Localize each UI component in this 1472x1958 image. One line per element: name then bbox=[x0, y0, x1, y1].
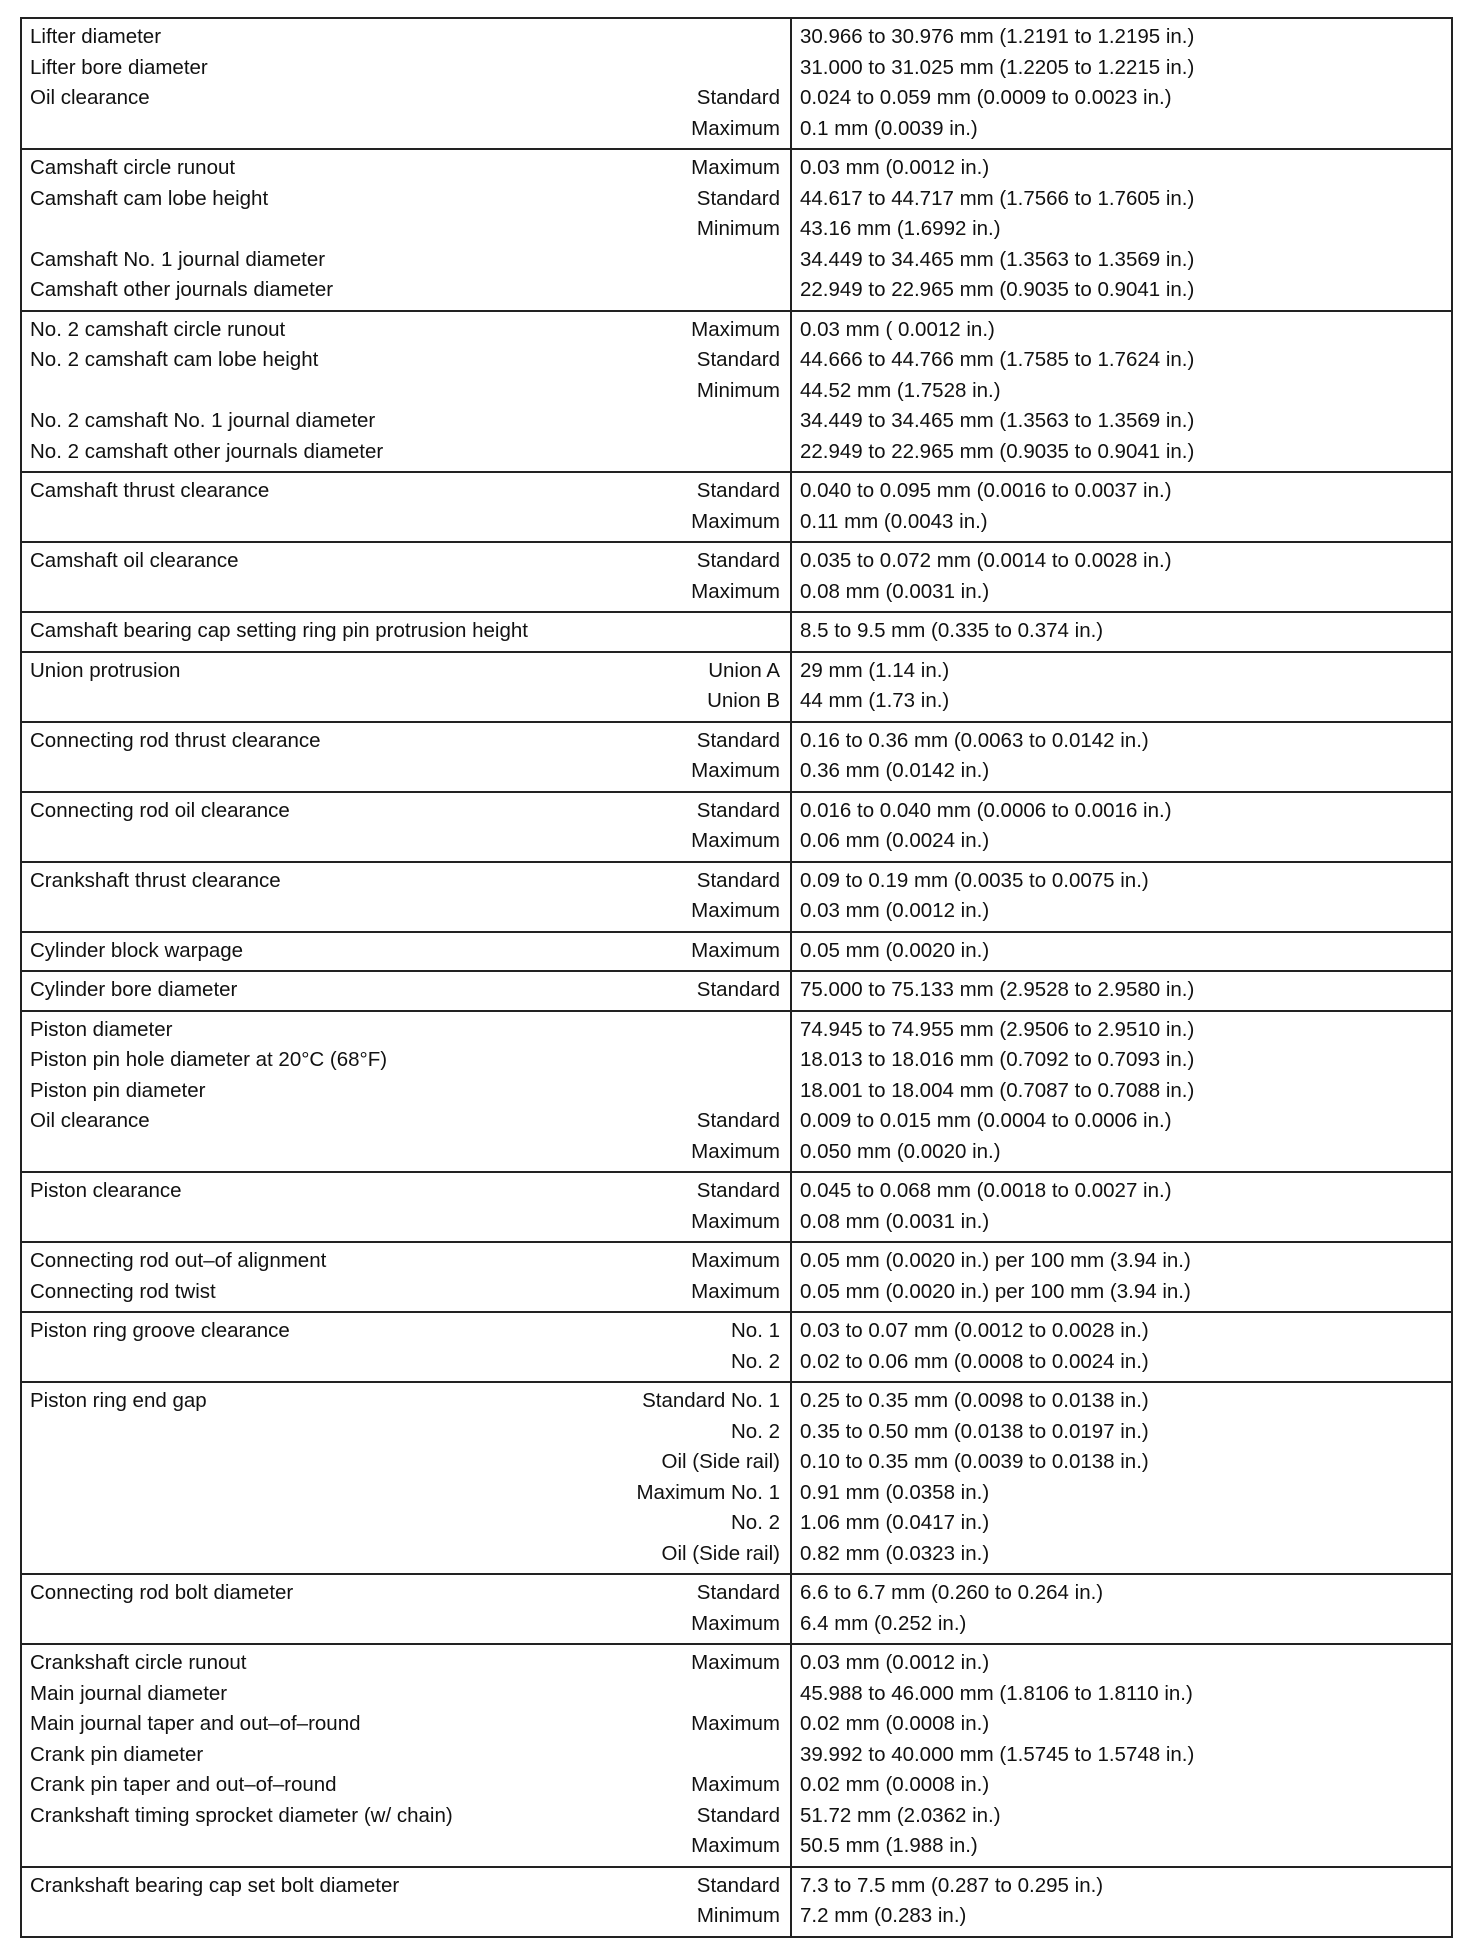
spec-label: Crankshaft bearing cap set bolt diameter bbox=[30, 1873, 400, 1897]
spec-value: 0.02 to 0.06 mm (0.0008 to 0.0024 in.) bbox=[800, 1349, 1149, 1373]
spec-value-cell bbox=[791, 1644, 1452, 1867]
spec-group-row bbox=[21, 652, 1452, 722]
spec-group-row bbox=[21, 971, 1452, 1011]
spec-label: Cylinder block warpage bbox=[30, 938, 244, 962]
spec-line bbox=[30, 1508, 782, 1539]
spec-value: 0.05 mm (0.0020 in.) per 100 mm (3.94 in.) bbox=[800, 1249, 1191, 1272]
spec-line bbox=[30, 507, 782, 538]
spec-line bbox=[30, 1801, 782, 1832]
spec-label: Oil clearance bbox=[30, 86, 150, 109]
spec-value: 22.949 to 22.965 mm (0.9035 to 0.9041 in.) bbox=[800, 278, 1195, 301]
spec-label: Camshaft oil clearance bbox=[30, 549, 239, 572]
spec-group-row bbox=[21, 1242, 1452, 1312]
spec-line bbox=[30, 345, 782, 376]
spec-value: 0.10 to 0.35 mm (0.0039 to 0.0138 in.) bbox=[800, 1450, 1149, 1473]
spec-value: 30.966 to 30.976 mm (1.2191 to 1.2195 in.) bbox=[800, 25, 1195, 48]
spec-group-row bbox=[21, 1644, 1452, 1867]
spec-value: 50.5 mm (1.988 in.) bbox=[800, 1834, 978, 1857]
spec-condition: No. 1 bbox=[731, 1319, 780, 1342]
spec-group-row bbox=[21, 542, 1452, 612]
spec-condition: Maximum bbox=[691, 938, 780, 962]
spec-label: Piston ring groove clearance bbox=[30, 1319, 290, 1342]
spec-condition bbox=[780, 1015, 782, 1046]
spec-line bbox=[30, 1478, 782, 1509]
spec-condition bbox=[780, 53, 782, 84]
spec-item-cell bbox=[21, 1382, 791, 1574]
spec-line bbox=[30, 936, 782, 967]
spec-line bbox=[30, 275, 782, 306]
spec-condition bbox=[780, 406, 782, 437]
spec-value: 45.988 to 46.000 mm (1.8106 to 1.8110 in.) bbox=[800, 1681, 1193, 1705]
spec-line bbox=[30, 1207, 782, 1238]
spec-line bbox=[30, 826, 782, 857]
spec-item-cell bbox=[21, 652, 791, 722]
spec-line bbox=[30, 1316, 782, 1347]
spec-value: 29 mm (1.14 in.) bbox=[800, 658, 950, 682]
spec-item-cell bbox=[21, 1242, 791, 1312]
spec-condition: Maximum No. 1 bbox=[636, 1480, 780, 1504]
spec-group-row bbox=[21, 792, 1452, 862]
spec-line bbox=[30, 1770, 782, 1801]
spec-value: 31.000 to 31.025 mm (1.2205 to 1.2215 in.) bbox=[800, 55, 1195, 79]
spec-label: Crankshaft thrust clearance bbox=[30, 868, 281, 892]
spec-condition: Maximum bbox=[691, 509, 780, 533]
spec-value: 0.02 mm (0.0008 in.) bbox=[800, 1712, 990, 1735]
spec-line bbox=[30, 1076, 782, 1107]
spec-condition: Standard No. 1 bbox=[642, 1389, 780, 1412]
spec-value: 6.6 to 6.7 mm (0.260 to 0.264 in.) bbox=[800, 1581, 1104, 1604]
spec-item-cell bbox=[21, 612, 791, 652]
spec-line bbox=[30, 1679, 782, 1710]
spec-item-cell bbox=[21, 311, 791, 473]
spec-condition: Maximum bbox=[691, 317, 780, 341]
spec-condition: Maximum bbox=[691, 1834, 780, 1857]
spec-line bbox=[30, 1447, 782, 1478]
spec-line bbox=[30, 756, 782, 787]
spec-condition: Minimum bbox=[696, 1904, 780, 1927]
spec-condition bbox=[780, 1045, 782, 1076]
spec-item-cell bbox=[21, 1312, 791, 1382]
spec-value: 18.001 to 18.004 mm (0.7087 to 0.7088 in.) bbox=[800, 1078, 1195, 1102]
spec-value: 0.03 mm (0.0012 in.) bbox=[800, 899, 990, 922]
spec-item-cell bbox=[21, 1574, 791, 1644]
spec-line bbox=[30, 975, 782, 1006]
spec-line bbox=[30, 1831, 782, 1862]
spec-value: 0.03 mm ( 0.0012 in.) bbox=[800, 317, 995, 341]
spec-line bbox=[30, 1015, 782, 1046]
spec-line bbox=[30, 726, 782, 757]
spec-label: No. 2 camshaft other journals diameter bbox=[30, 439, 384, 463]
spec-condition: Maximum bbox=[691, 1209, 780, 1233]
spec-label: Piston pin diameter bbox=[30, 1078, 206, 1102]
spec-value-cell bbox=[791, 1867, 1452, 1937]
spec-condition: Standard bbox=[696, 86, 780, 109]
spec-label: Camshaft other journals diameter bbox=[30, 278, 334, 301]
spec-item-cell bbox=[21, 1644, 791, 1867]
spec-line bbox=[30, 656, 782, 687]
spec-value-cell bbox=[791, 472, 1452, 542]
spec-value: 6.4 mm (0.252 in.) bbox=[800, 1611, 967, 1635]
spec-condition: Union A bbox=[708, 658, 780, 682]
spec-condition: Maximum bbox=[691, 899, 780, 922]
spec-group-row bbox=[21, 612, 1452, 652]
spec-line bbox=[30, 616, 782, 647]
spec-line bbox=[30, 53, 782, 84]
spec-condition: Standard bbox=[696, 978, 780, 1001]
spec-label: Lifter diameter bbox=[30, 25, 162, 48]
spec-value-cell bbox=[791, 612, 1452, 652]
spec-line bbox=[30, 83, 782, 114]
spec-condition: Maximum bbox=[691, 1712, 780, 1735]
spec-value-cell bbox=[791, 862, 1452, 932]
spec-value: 8.5 to 9.5 mm (0.335 to 0.374 in.) bbox=[800, 619, 1104, 642]
spec-label: Piston pin hole diameter at 20°C (68°F) bbox=[30, 1048, 388, 1071]
spec-value-cell bbox=[791, 971, 1452, 1011]
spec-item-cell bbox=[21, 932, 791, 972]
spec-line bbox=[30, 686, 782, 717]
spec-condition: Standard bbox=[696, 1109, 780, 1132]
spec-value: 0.009 to 0.015 mm (0.0004 to 0.0006 in.) bbox=[800, 1109, 1172, 1132]
spec-group-row bbox=[21, 722, 1452, 792]
spec-line bbox=[30, 245, 782, 276]
spec-line bbox=[30, 22, 782, 53]
spec-condition: Maximum bbox=[691, 1651, 780, 1674]
spec-value-cell bbox=[791, 1011, 1452, 1173]
spec-condition: Maximum bbox=[691, 156, 780, 179]
spec-condition: No. 2 bbox=[731, 1349, 780, 1373]
spec-value: 0.35 to 0.50 mm (0.0138 to 0.0197 in.) bbox=[800, 1419, 1149, 1443]
spec-condition: Maximum bbox=[691, 1249, 780, 1272]
spec-item-cell bbox=[21, 722, 791, 792]
spec-value-cell bbox=[791, 542, 1452, 612]
spec-group-row bbox=[21, 149, 1452, 311]
spec-value: 0.11 mm (0.0043 in.) bbox=[800, 509, 988, 533]
spec-condition bbox=[780, 275, 782, 306]
spec-line bbox=[30, 1740, 782, 1771]
spec-line bbox=[30, 1648, 782, 1679]
spec-group-row bbox=[21, 1574, 1452, 1644]
spec-label: Camshaft circle runout bbox=[30, 156, 236, 179]
spec-group-row bbox=[21, 1867, 1452, 1937]
spec-condition: Standard bbox=[696, 868, 780, 892]
spec-value-cell bbox=[791, 1382, 1452, 1574]
spec-value-cell bbox=[791, 1172, 1452, 1242]
spec-label: Piston diameter bbox=[30, 1017, 173, 1041]
spec-line bbox=[30, 796, 782, 827]
spec-group-row bbox=[21, 862, 1452, 932]
spec-value-cell bbox=[791, 1242, 1452, 1312]
spec-condition: Maximum bbox=[691, 1139, 780, 1163]
spec-value: 0.016 to 0.040 mm (0.0006 to 0.0016 in.) bbox=[800, 798, 1172, 822]
spec-group-row bbox=[21, 1312, 1452, 1382]
spec-value: 0.91 mm (0.0358 in.) bbox=[800, 1480, 990, 1504]
spec-label: Connecting rod twist bbox=[30, 1279, 216, 1303]
spec-condition: Standard bbox=[696, 1803, 780, 1827]
spec-value: 0.25 to 0.35 mm (0.0098 to 0.0138 in.) bbox=[800, 1389, 1149, 1412]
spec-line bbox=[30, 376, 782, 407]
spec-label: Crankshaft circle runout bbox=[30, 1651, 247, 1674]
spec-condition: Standard bbox=[696, 1179, 780, 1202]
spec-value: 22.949 to 22.965 mm (0.9035 to 0.9041 in.) bbox=[800, 439, 1195, 463]
spec-value-cell bbox=[791, 311, 1452, 473]
spec-value: 34.449 to 34.465 mm (1.3563 to 1.3569 in.) bbox=[800, 409, 1195, 432]
spec-value-cell bbox=[791, 792, 1452, 862]
specification-table-body bbox=[21, 18, 1452, 1937]
spec-condition bbox=[780, 1679, 782, 1710]
spec-label: No. 2 camshaft circle runout bbox=[30, 317, 286, 341]
spec-line bbox=[30, 1277, 782, 1308]
spec-line bbox=[30, 1106, 782, 1137]
spec-item-cell bbox=[21, 971, 791, 1011]
spec-condition: Standard bbox=[696, 479, 780, 502]
spec-value: 0.045 to 0.068 mm (0.0018 to 0.0027 in.) bbox=[800, 1179, 1172, 1202]
spec-value: 7.3 to 7.5 mm (0.287 to 0.295 in.) bbox=[800, 1873, 1104, 1897]
spec-value: 0.03 to 0.07 mm (0.0012 to 0.0028 in.) bbox=[800, 1319, 1149, 1342]
spec-item-cell bbox=[21, 1011, 791, 1173]
spec-value: 0.035 to 0.072 mm (0.0014 to 0.0028 in.) bbox=[800, 549, 1172, 572]
spec-condition: Oil (Side rail) bbox=[661, 1541, 780, 1565]
spec-label: Main journal taper and out–of–round bbox=[30, 1712, 361, 1735]
spec-label: Lifter bore diameter bbox=[30, 55, 208, 79]
spec-value: 0.09 to 0.19 mm (0.0035 to 0.0075 in.) bbox=[800, 868, 1149, 892]
spec-condition: Maximum bbox=[691, 1611, 780, 1635]
spec-line bbox=[30, 896, 782, 927]
spec-label: Camshaft thrust clearance bbox=[30, 479, 270, 502]
spec-condition: Standard bbox=[696, 348, 780, 371]
spec-value: 0.03 mm (0.0012 in.) bbox=[800, 1651, 990, 1674]
spec-value: 74.945 to 74.955 mm (2.9506 to 2.9510 in.) bbox=[800, 1017, 1195, 1041]
spec-value-cell bbox=[791, 932, 1452, 972]
spec-condition bbox=[780, 22, 782, 53]
spec-condition: No. 2 bbox=[731, 1419, 780, 1443]
spec-label: Connecting rod oil clearance bbox=[30, 798, 290, 822]
spec-value-cell bbox=[791, 1574, 1452, 1644]
spec-value-cell bbox=[791, 722, 1452, 792]
spec-line bbox=[30, 1578, 782, 1609]
spec-label: Oil clearance bbox=[30, 1109, 150, 1132]
spec-label: Union protrusion bbox=[30, 658, 181, 682]
spec-value: 75.000 to 75.133 mm (2.9528 to 2.9580 in.) bbox=[800, 978, 1195, 1001]
spec-line bbox=[30, 546, 782, 577]
spec-label: Crank pin diameter bbox=[30, 1742, 204, 1766]
spec-label: Crank pin taper and out–of–round bbox=[30, 1773, 337, 1796]
spec-value: 7.2 mm (0.283 in.) bbox=[800, 1904, 967, 1927]
spec-value-cell bbox=[791, 652, 1452, 722]
spec-label: Camshaft No. 1 journal diameter bbox=[30, 247, 326, 271]
spec-label: Camshaft bearing cap setting ring pin protrusion height bbox=[30, 619, 528, 642]
spec-condition: Maximum bbox=[691, 1773, 780, 1796]
spec-line bbox=[30, 1246, 782, 1277]
spec-group-row bbox=[21, 311, 1452, 473]
spec-line bbox=[30, 1045, 782, 1076]
spec-condition: Minimum bbox=[696, 378, 780, 402]
spec-condition: Maximum bbox=[691, 759, 780, 782]
spec-label: Connecting rod out–of alignment bbox=[30, 1249, 327, 1272]
spec-group-row bbox=[21, 1172, 1452, 1242]
spec-value: 1.06 mm (0.0417 in.) bbox=[800, 1511, 990, 1534]
spec-line bbox=[30, 437, 782, 468]
spec-condition: Maximum bbox=[691, 829, 780, 852]
spec-label: No. 2 camshaft cam lobe height bbox=[30, 348, 319, 371]
spec-line bbox=[30, 1137, 782, 1168]
spec-condition: Minimum bbox=[696, 217, 780, 240]
spec-value: 0.03 mm (0.0012 in.) bbox=[800, 156, 990, 179]
spec-condition: Standard bbox=[696, 798, 780, 822]
spec-value: 0.05 mm (0.0020 in.) bbox=[800, 938, 990, 962]
spec-label: Cylinder bore diameter bbox=[30, 978, 238, 1001]
spec-condition: Oil (Side rail) bbox=[661, 1450, 780, 1473]
spec-condition: Standard bbox=[696, 728, 780, 752]
spec-value: 44.666 to 44.766 mm (1.7585 to 1.7624 in.) bbox=[800, 348, 1195, 371]
spec-item-cell bbox=[21, 149, 791, 311]
spec-value: 0.36 mm (0.0142 in.) bbox=[800, 759, 990, 782]
spec-item-cell bbox=[21, 862, 791, 932]
spec-condition bbox=[780, 1076, 782, 1107]
spec-value: 0.1 mm (0.0039 in.) bbox=[800, 116, 978, 140]
spec-line bbox=[30, 866, 782, 897]
spec-condition bbox=[780, 245, 782, 276]
spec-value: 0.08 mm (0.0031 in.) bbox=[800, 579, 990, 603]
spec-item-cell bbox=[21, 1867, 791, 1937]
spec-condition bbox=[780, 437, 782, 468]
spec-label: Piston clearance bbox=[30, 1179, 182, 1202]
spec-line bbox=[30, 1176, 782, 1207]
spec-line bbox=[30, 1901, 782, 1932]
spec-group-row bbox=[21, 472, 1452, 542]
spec-item-cell bbox=[21, 18, 791, 149]
spec-value: 0.82 mm (0.0323 in.) bbox=[800, 1541, 990, 1565]
spec-condition bbox=[780, 1740, 782, 1771]
spec-value: 39.992 to 40.000 mm (1.5745 to 1.5748 in.) bbox=[800, 1742, 1195, 1766]
spec-line bbox=[30, 1609, 782, 1640]
spec-value: 43.16 mm (1.6992 in.) bbox=[800, 217, 1001, 240]
spec-line bbox=[30, 315, 782, 346]
spec-value: 44.617 to 44.717 mm (1.7566 to 1.7605 in.) bbox=[800, 186, 1195, 210]
spec-condition: Standard bbox=[696, 186, 780, 210]
spec-item-cell bbox=[21, 1172, 791, 1242]
spec-value: 0.024 to 0.059 mm (0.0009 to 0.0023 in.) bbox=[800, 86, 1172, 109]
specification-table bbox=[20, 17, 1453, 1938]
spec-condition: Standard bbox=[696, 549, 780, 572]
spec-label: Crankshaft timing sprocket diameter (w/ chain) bbox=[30, 1803, 453, 1827]
spec-value-cell bbox=[791, 18, 1452, 149]
spec-label: Main journal diameter bbox=[30, 1681, 228, 1705]
spec-condition bbox=[780, 616, 782, 647]
spec-line bbox=[30, 1417, 782, 1448]
spec-value: 0.050 mm (0.0020 in.) bbox=[800, 1139, 1001, 1163]
spec-line bbox=[30, 577, 782, 608]
spec-value: 44.52 mm (1.7528 in.) bbox=[800, 378, 1001, 402]
spec-label: Connecting rod bolt diameter bbox=[30, 1581, 294, 1604]
spec-condition: Standard bbox=[696, 1581, 780, 1604]
spec-condition: Maximum bbox=[691, 579, 780, 603]
spec-value-cell bbox=[791, 1312, 1452, 1382]
spec-line bbox=[30, 1386, 782, 1417]
spec-line bbox=[30, 476, 782, 507]
spec-group-row bbox=[21, 1382, 1452, 1574]
spec-item-cell bbox=[21, 472, 791, 542]
spec-value: 0.08 mm (0.0031 in.) bbox=[800, 1209, 990, 1233]
spec-value-cell bbox=[791, 149, 1452, 311]
spec-line bbox=[30, 114, 782, 145]
spec-line bbox=[30, 1709, 782, 1740]
spec-value: 0.05 mm (0.0020 in.) per 100 mm (3.94 in.) bbox=[800, 1279, 1191, 1303]
spec-value: 18.013 to 18.016 mm (0.7092 to 0.7093 in.) bbox=[800, 1048, 1195, 1071]
spec-item-cell bbox=[21, 542, 791, 612]
spec-label: Camshaft cam lobe height bbox=[30, 186, 269, 210]
spec-line bbox=[30, 184, 782, 215]
spec-group-row bbox=[21, 1011, 1452, 1173]
spec-value: 0.06 mm (0.0024 in.) bbox=[800, 829, 990, 852]
spec-condition: Standard bbox=[696, 1873, 780, 1897]
spec-value: 0.02 mm (0.0008 in.) bbox=[800, 1773, 990, 1796]
spec-value: 51.72 mm (2.0362 in.) bbox=[800, 1803, 1001, 1827]
spec-line bbox=[30, 1871, 782, 1902]
spec-value: 44 mm (1.73 in.) bbox=[800, 689, 950, 712]
spec-label: Piston ring end gap bbox=[30, 1389, 207, 1412]
spec-label: Connecting rod thrust clearance bbox=[30, 728, 321, 752]
spec-condition: Maximum bbox=[691, 1279, 780, 1303]
spec-value: 0.040 to 0.095 mm (0.0016 to 0.0037 in.) bbox=[800, 479, 1172, 502]
spec-line bbox=[30, 1539, 782, 1570]
spec-condition: Maximum bbox=[691, 116, 780, 140]
spec-item-cell bbox=[21, 792, 791, 862]
spec-line bbox=[30, 406, 782, 437]
spec-line bbox=[30, 1347, 782, 1378]
spec-group-row bbox=[21, 932, 1452, 972]
spec-value: 0.16 to 0.36 mm (0.0063 to 0.0142 in.) bbox=[800, 728, 1149, 752]
spec-line bbox=[30, 153, 782, 184]
spec-condition: Union B bbox=[707, 689, 780, 712]
spec-group-row bbox=[21, 18, 1452, 149]
spec-value: 34.449 to 34.465 mm (1.3563 to 1.3569 in.) bbox=[800, 247, 1195, 271]
spec-label: No. 2 camshaft No. 1 journal diameter bbox=[30, 409, 376, 432]
spec-line bbox=[30, 214, 782, 245]
spec-condition: No. 2 bbox=[731, 1511, 780, 1534]
